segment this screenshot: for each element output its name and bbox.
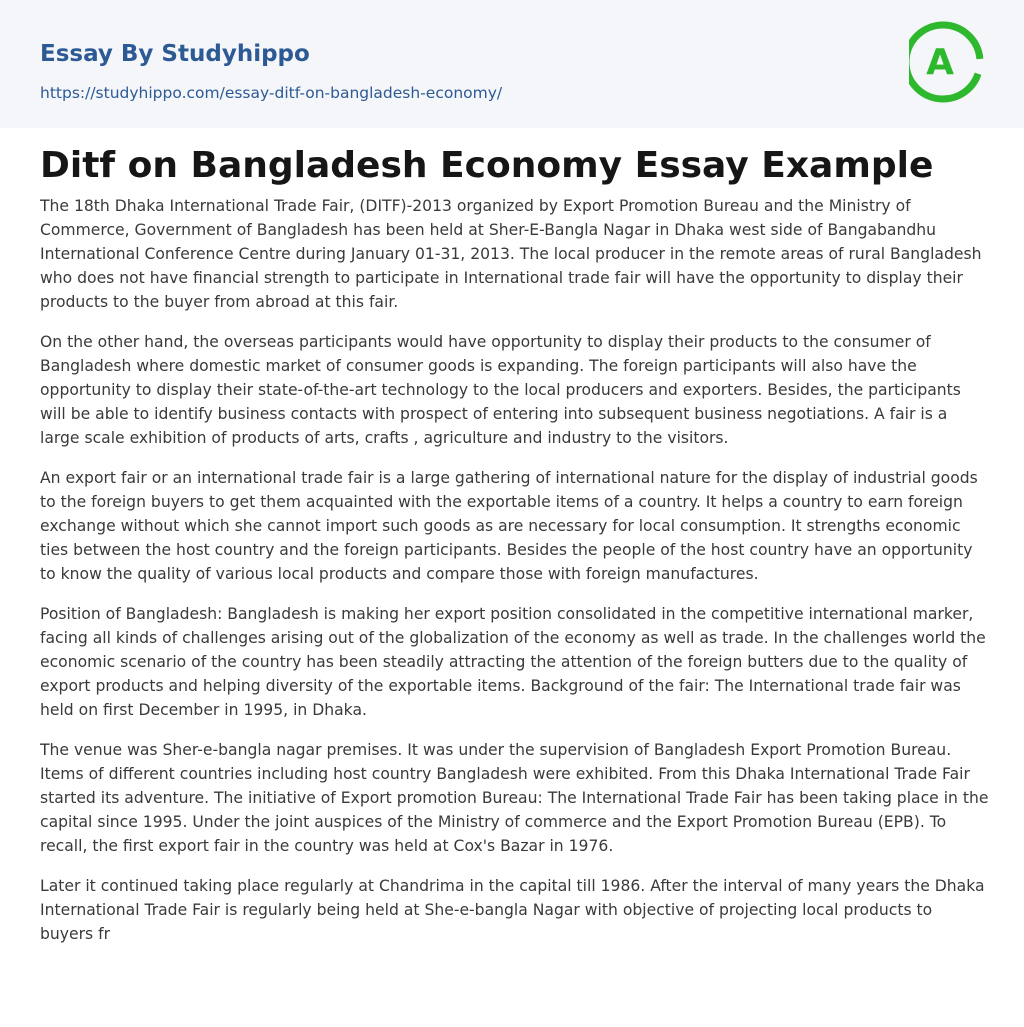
paragraph: The 18th Dhaka International Trade Fair, (DITF)-2013 organized by Export Promotion Bureau and the Ministry of Commerce, Government of Bangladesh has been held at Sher-E-Bangla Nagar in Dhaka west side of Bangabandhu International Conference Centre during January 01-31, 2013. The local producer in the remote areas of rural Bangladesh who does not have financial strength to participate in International trade fair will have the opportunity to display their products to the buyer from abroad at this fair. xyxy=(40,197,982,311)
site-title[interactable]: Essay By Studyhippo xyxy=(40,41,310,67)
page-url-link[interactable]: https://studyhippo.com/essay-ditf-on-bangladesh-economy/ xyxy=(40,84,503,102)
studyhippo-logo-icon[interactable] xyxy=(909,18,989,106)
article-title: Ditf on Bangladesh Economy Essay Example xyxy=(40,145,934,186)
paragraph: An export fair or an international trade fair is a large gathering of international nature for the display of industrial goods to the foreign buyers to get them acquainted with the exportable items of a country. It helps a country to earn foreign exchange without which she cannot import such goods as are necessary for local consumption. It strengths economic ties between the host country and the foreign participants. Besides the people of the host country have an opportunity to know the quality of various local products and compare those with foreign manufactures. xyxy=(40,469,978,583)
site-header xyxy=(0,0,1024,128)
paragraph: Position of Bangladesh: Bangladesh is making her export position consolidated in the competitive international marker, facing all kinds of challenges arising out of the globalization of the economy as well as trade. In the challenges world the economic scenario of the country has been steadily attracting the attention of the foreign butters due to the quality of export products and helping diversity of the exportable items. Background of the fair: The International trade fair was held on first December in 1995, in Dhaka. xyxy=(40,605,986,719)
paragraph: The venue was Sher-e-bangla nagar premises. It was under the supervision of Bangladesh Export Promotion Bureau. Items of different countries including host country Bangladesh were exhibited. From this Dhaka International Trade Fair started its adventure. The initiative of Export promotion Bureau: The International Trade Fair has been taking place in the capital since 1995. Under the joint auspices of the Ministry of commerce and the Export Promotion Bureau (EPB). To recall, the first export fair in the country was held at Cox's Bazar in 1976. xyxy=(40,741,989,855)
logo-letter: A xyxy=(926,42,954,83)
paragraph: Later it continued taking place regularly at Chandrima in the capital till 1986. After the interval of many years the Dhaka International Trade Fair is regularly being held at She-e-bangla Nagar with objective of projecting local products to buyers fr xyxy=(40,877,985,943)
paragraph: On the other hand, the overseas participants would have opportunity to display their products to the consumer of Bangladesh where domestic market of consumer goods is expanding. The foreign participants will also have the opportunity to display their state-of-the-art technology to the local producers and exporters. Besides, the participants will be able to identify business contacts with prospect of entering into subsequent business negotiations. A fair is a large scale exhibition of products of arts, crafts , agriculture and industry to the visitors. xyxy=(40,333,961,447)
article-body xyxy=(40,194,990,962)
